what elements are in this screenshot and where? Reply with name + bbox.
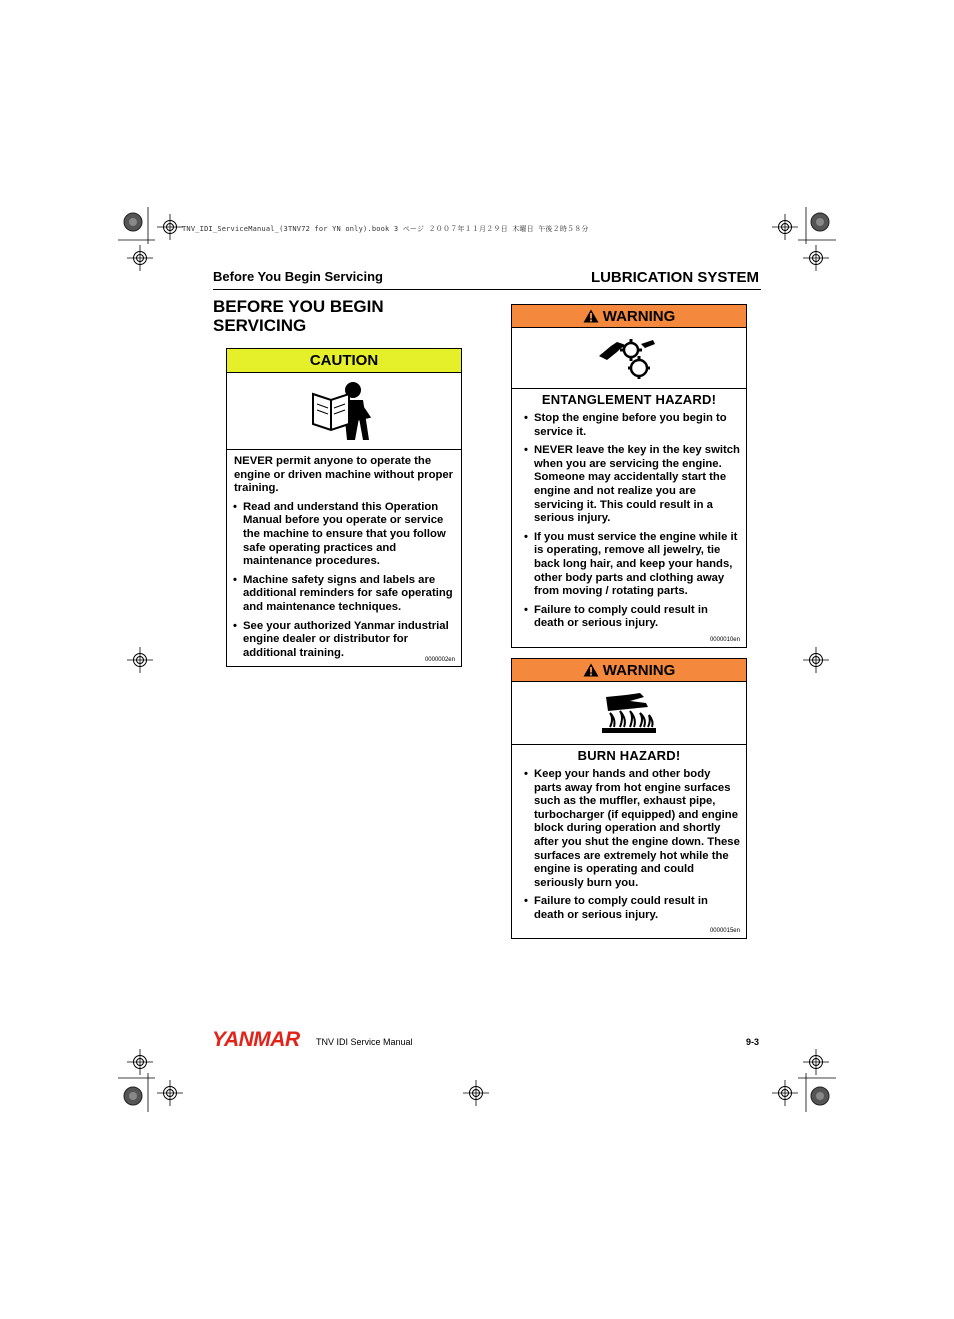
entanglement-pictogram: [512, 328, 746, 389]
reader-icon: [309, 380, 379, 442]
caution-heading: CAUTION: [227, 349, 461, 373]
warning-burn-box: [511, 658, 747, 939]
page-title: BEFORE YOU BEGIN SERVICING: [213, 297, 384, 335]
caution-box: [226, 348, 462, 667]
manual-name: TNV IDI Service Manual: [316, 1037, 413, 1047]
list-item: • Failure to comply could result in death or serious injury.: [518, 604, 740, 631]
safety-code: 0000002en: [424, 657, 455, 663]
warning-label: WARNING: [602, 661, 676, 679]
logo-text: YANMAR: [212, 1028, 300, 1050]
burn-icon: [600, 691, 658, 735]
chapter-header: LUBRICATION SYSTEM: [590, 269, 759, 286]
page-number: 9-3: [745, 1037, 759, 1047]
caution-pictogram: [227, 373, 461, 450]
list-item: • Read and understand this Operation Manual before you operate or service the machine to ensure that you follow safe operating practices and maintenance procedures.: [227, 501, 454, 569]
warning-heading: [512, 305, 746, 328]
entanglement-icon: [597, 336, 661, 380]
list-item: • Keep your hands and other body parts away from hot engine surfaces such as the muffler, exhaust pipe, turbocharger (if equipped) and engine block during operation and shortly after you shut the engine down. These surfaces are extremely hot while the engine is operating and could seriously burn you.: [518, 768, 740, 890]
warning-entanglement-box: [511, 304, 747, 648]
warning-triangle-icon: [583, 309, 599, 323]
caution-intro: NEVER permit anyone to operate the engine or driven machine without proper training.: [234, 455, 454, 495]
safety-code: 0000015en: [709, 928, 740, 934]
safety-code: 0000010en: [709, 637, 740, 643]
list-item: • See your authorized Yanmar industrial engine dealer or distributor for additional training.: [227, 620, 454, 661]
header-rule: [213, 289, 761, 290]
print-info: TNV_IDI_ServiceManual_(3TNV72 for YN only).book 3 ページ ２００７年１１月２９日 木曜日 午後２時５８分: [182, 225, 589, 233]
list-item: • If you must service the engine while it is operating, remove all jewelry, tie back long hair, and keep your hands, other body parts and clothing away from moving / rotating parts.: [518, 531, 740, 599]
list-item: • Machine safety signs and labels are additional reminders for safe operating and maintenance techniques.: [227, 574, 454, 615]
hazard-title: BURN HAZARD!: [577, 748, 681, 763]
warning-heading: [512, 659, 746, 682]
warning-triangle-icon: [583, 663, 599, 677]
warning-label: WARNING: [602, 307, 676, 325]
registration-mark-icon: [124, 213, 142, 231]
burn-pictogram: [512, 682, 746, 745]
hazard-title: ENTANGLEMENT HAZARD!: [541, 392, 717, 407]
section-header: Before You Begin Servicing: [213, 269, 384, 284]
list-item: • Failure to comply could result in death or serious injury.: [518, 895, 740, 922]
list-item: • Stop the engine before you begin to service it.: [518, 412, 740, 439]
yanmar-logo: [212, 1028, 310, 1050]
list-item: • NEVER leave the key in the key switch when you are servicing the engine. Someone may accidentally start the engine and not realize you are servicing it. This could result in a serious injury.: [518, 444, 740, 526]
